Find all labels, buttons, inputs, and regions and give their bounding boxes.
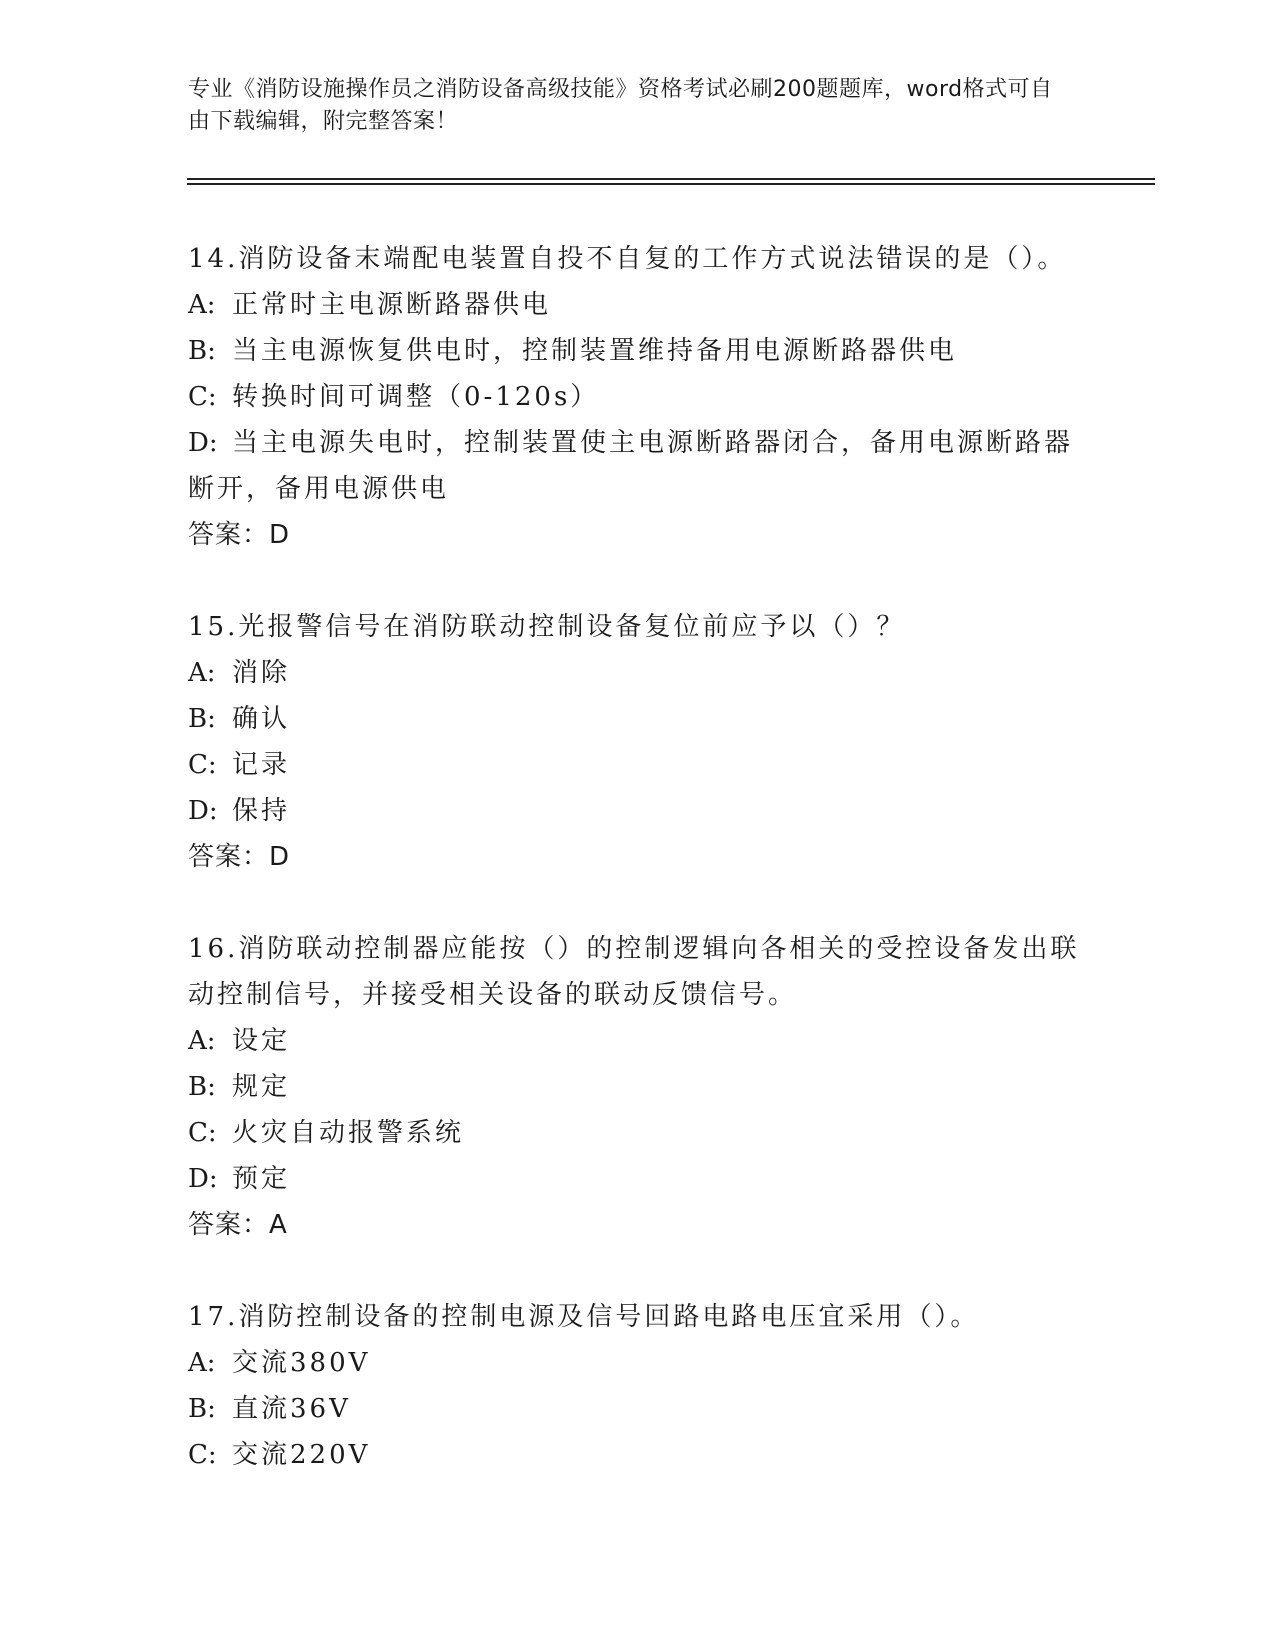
option-d bbox=[188, 788, 1088, 834]
option-a bbox=[188, 1340, 1088, 1386]
question-17 bbox=[188, 1294, 1088, 1478]
option-letter: D: bbox=[188, 1164, 218, 1194]
option-letter: B: bbox=[188, 1394, 216, 1424]
option-text: 消除 bbox=[232, 658, 291, 688]
option-b bbox=[188, 1064, 1088, 1110]
option-text: 预定 bbox=[232, 1164, 291, 1194]
option-letter: A: bbox=[188, 1348, 216, 1378]
option-a bbox=[188, 650, 1088, 696]
answer-line: 答案：D bbox=[188, 842, 291, 872]
option-text: 记录 bbox=[232, 750, 291, 780]
question-stem: 17.消防控制设备的控制电源及信号回路电路电压宜采用（）。 bbox=[188, 1302, 980, 1332]
header-divider-bottom bbox=[187, 183, 1155, 185]
option-c bbox=[188, 1110, 1088, 1156]
option-letter: B: bbox=[188, 1072, 216, 1102]
option-letter: A: bbox=[188, 658, 216, 688]
option-b bbox=[188, 696, 1088, 742]
option-text: 保持 bbox=[232, 796, 291, 826]
option-c bbox=[188, 742, 1088, 788]
option-b bbox=[188, 328, 1088, 374]
question-14 bbox=[188, 236, 1088, 558]
option-letter: C: bbox=[188, 1440, 217, 1470]
answer-line: 答案：A bbox=[188, 1210, 288, 1240]
option-letter: C: bbox=[188, 1118, 217, 1148]
question-15 bbox=[188, 604, 1088, 880]
option-text: 当主电源恢复供电时，控制装置维持备用电源断路器供电 bbox=[232, 336, 958, 366]
header-divider-top bbox=[187, 178, 1155, 180]
option-text: 确认 bbox=[232, 704, 291, 734]
option-c bbox=[188, 1432, 1088, 1478]
question-16 bbox=[188, 926, 1088, 1248]
option-text: 直流36V bbox=[232, 1394, 351, 1424]
option-letter: D: bbox=[188, 796, 218, 826]
option-text: 交流220V bbox=[232, 1440, 371, 1470]
option-letter: C: bbox=[188, 750, 217, 780]
option-letter: B: bbox=[188, 704, 216, 734]
question-list bbox=[188, 236, 1088, 1478]
option-d bbox=[188, 1156, 1088, 1202]
option-b bbox=[188, 1386, 1088, 1432]
option-text: 当主电源失电时，控制装置使主电源断路器闭合，备用电源断路器断开，备用电源供电 bbox=[188, 428, 1074, 504]
option-d bbox=[188, 420, 1088, 512]
option-letter: D: bbox=[188, 428, 218, 458]
option-a bbox=[188, 1018, 1088, 1064]
answer-line: 答案：D bbox=[188, 520, 291, 550]
option-letter: A: bbox=[188, 290, 216, 320]
option-text: 规定 bbox=[232, 1072, 291, 1102]
option-text: 设定 bbox=[232, 1026, 291, 1056]
option-text: 火灾自动报警系统 bbox=[232, 1118, 465, 1148]
question-stem: 15.光报警信号在消防联动控制设备复位前应予以（）？ bbox=[188, 612, 906, 642]
option-text: 转换时间可调整（0-120s） bbox=[232, 382, 600, 412]
option-c bbox=[188, 374, 1088, 420]
option-a bbox=[188, 282, 1088, 328]
option-text: 交流380V bbox=[232, 1348, 371, 1378]
question-stem: 16.消防联动控制器应能按（）的控制逻辑向各相关的受控设备发出联动控制信号，并接受相关设备的联动反馈信号。 bbox=[188, 934, 1080, 1010]
option-letter: A: bbox=[188, 1026, 216, 1056]
option-letter: B: bbox=[188, 336, 216, 366]
option-letter: C: bbox=[188, 382, 217, 412]
question-stem: 14.消防设备末端配电装置自投不自复的工作方式说法错误的是（）。 bbox=[188, 244, 1067, 274]
document-intro: 专业《消防设施操作员之消防设备高级技能》资格考试必刷200题题库，word格式可自由下载编辑，附完整答案！ bbox=[188, 77, 1053, 134]
option-text: 正常时主电源断路器供电 bbox=[232, 290, 552, 320]
